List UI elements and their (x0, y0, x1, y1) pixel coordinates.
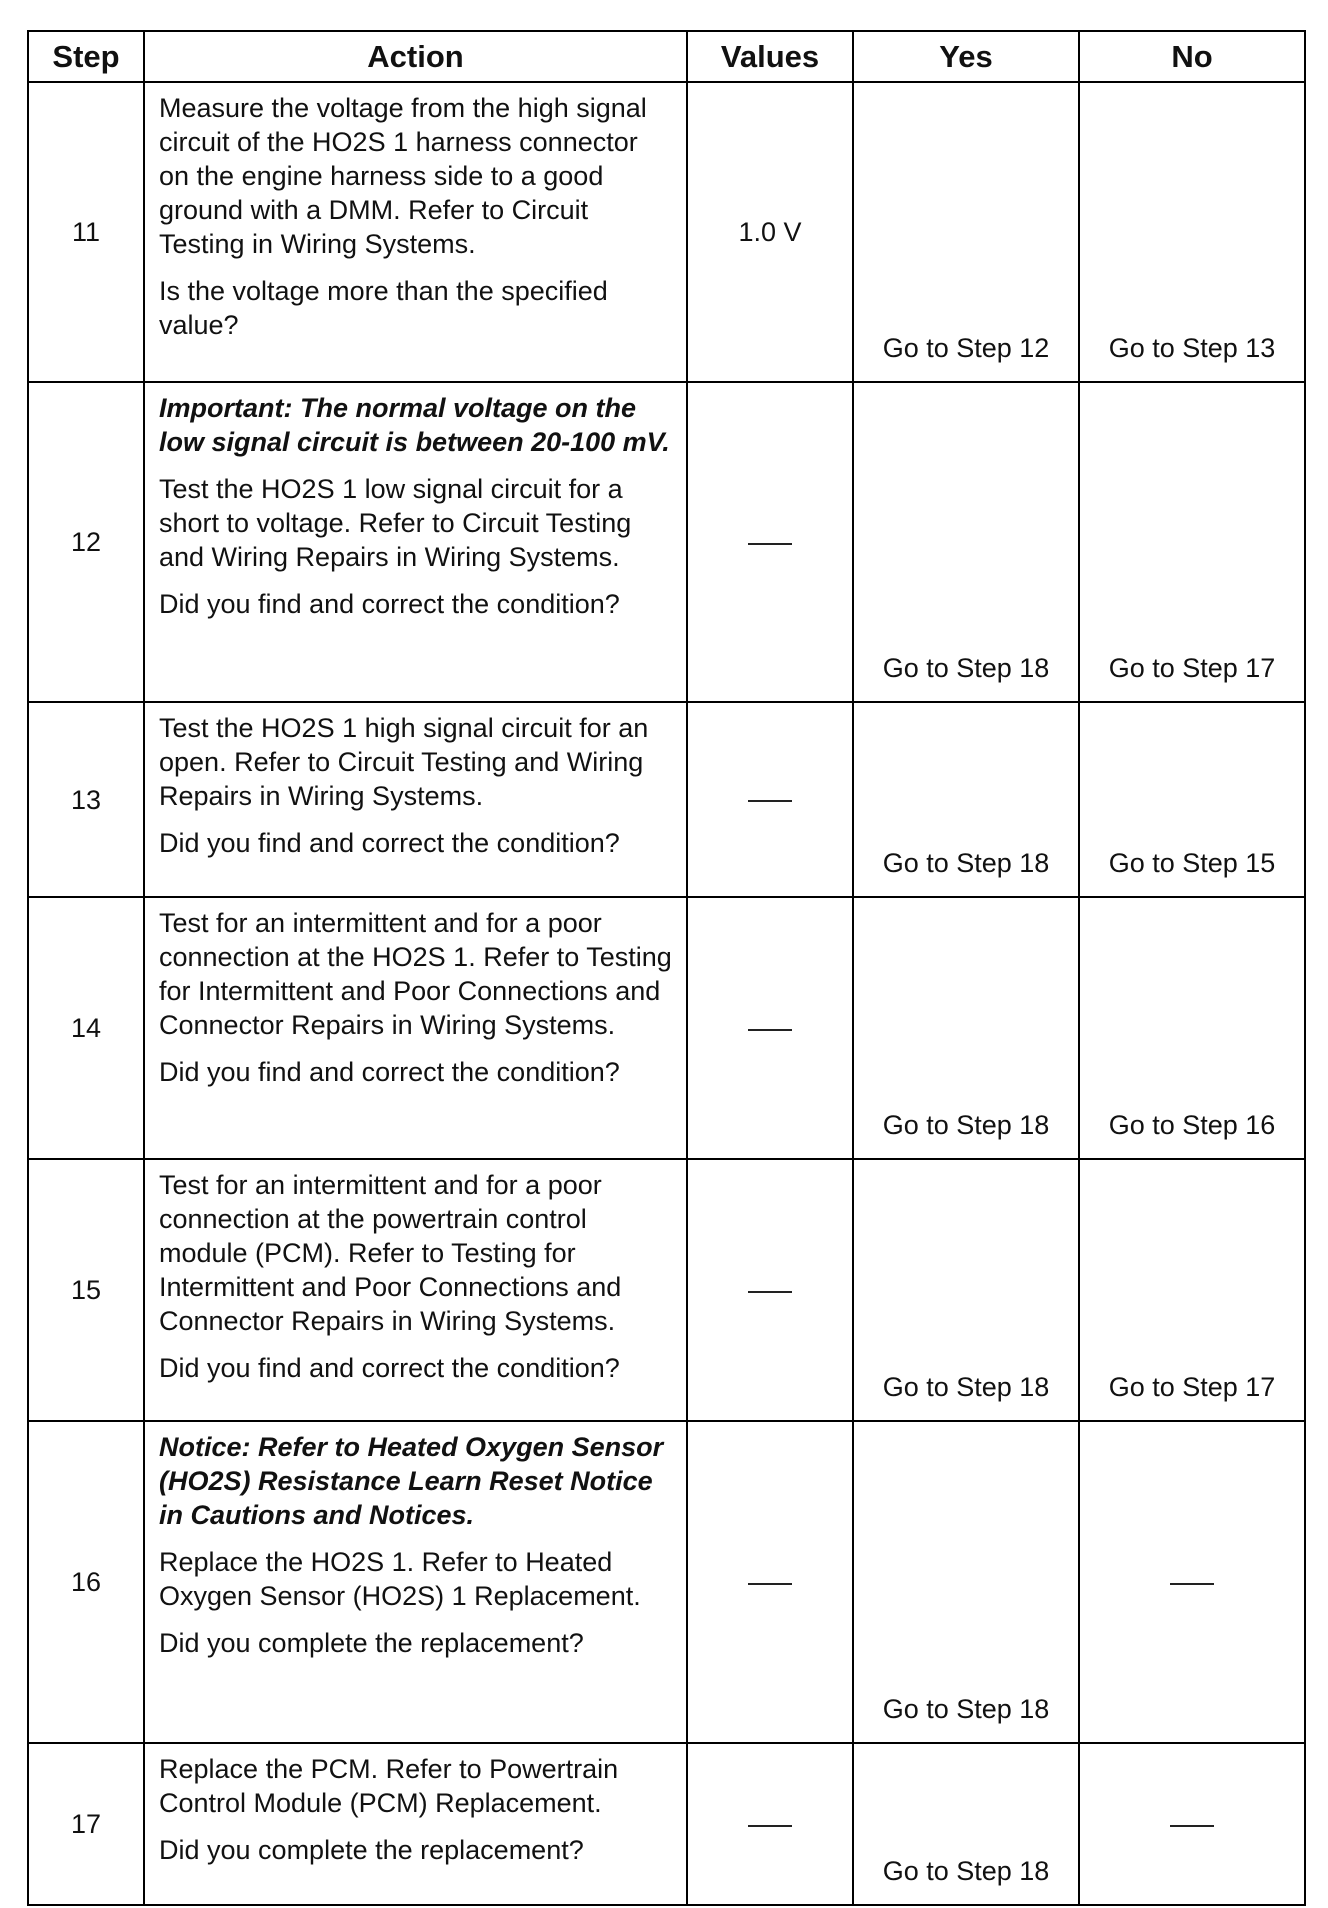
step-number: 17 (28, 1743, 144, 1905)
table-row (28, 1743, 1305, 1905)
action-question: Did you find and correct the condition? (159, 589, 620, 619)
action-text: Replace the HO2S 1. Refer to Heated Oxygen Sensor (HO2S) 1 Replacement. (159, 1547, 641, 1611)
no-outcome (1079, 1421, 1305, 1743)
no-outcome: Go to Step 16 (1079, 897, 1305, 1159)
step-number: 14 (28, 897, 144, 1159)
step-number: 11 (28, 82, 144, 382)
header-no: No (1079, 31, 1305, 82)
important-note: Important: The normal voltage on the low signal circuit is between 20-100 mV. (159, 393, 670, 457)
yes-outcome: Go to Step 18 (853, 1743, 1079, 1905)
no-outcome: Go to Step 15 (1079, 702, 1305, 897)
header-values: Values (687, 31, 853, 82)
action-cell (144, 1421, 687, 1743)
yes-outcome: Go to Step 18 (853, 702, 1079, 897)
table-row (28, 382, 1305, 702)
no-outcome: Go to Step 13 (1079, 82, 1305, 382)
action-cell (144, 82, 687, 382)
header-row (28, 31, 1305, 82)
value-cell (687, 702, 853, 897)
header-step: Step (28, 31, 144, 82)
yes-outcome: Go to Step 18 (853, 897, 1079, 1159)
no-outcome: Go to Step 17 (1079, 1159, 1305, 1421)
empty-value-dash (748, 1291, 792, 1293)
step-number: 13 (28, 702, 144, 897)
table-row (28, 897, 1305, 1159)
table-row (28, 702, 1305, 897)
action-cell (144, 382, 687, 702)
step-number: 16 (28, 1421, 144, 1743)
value-cell: 1.0 V (687, 82, 853, 382)
empty-value-dash (748, 1583, 792, 1585)
no-outcome: Go to Step 17 (1079, 382, 1305, 702)
header-yes: Yes (853, 31, 1079, 82)
notice-note: Notice: Refer to Heated Oxygen Sensor (HO2S) Resistance Learn Reset Notice in Cautions and Notices. (159, 1432, 664, 1530)
empty-value-dash (748, 800, 792, 802)
empty-value-dash (748, 1029, 792, 1031)
yes-outcome: Go to Step 18 (853, 1421, 1079, 1743)
action-question: Did you find and correct the condition? (159, 1057, 620, 1087)
action-text: Test the HO2S 1 high signal circuit for an open. Refer to Circuit Testing and Wiring Repairs in Wiring Systems. (159, 713, 649, 811)
table-row (28, 1421, 1305, 1743)
table-row (28, 1159, 1305, 1421)
yes-outcome: Go to Step 18 (853, 382, 1079, 702)
action-text: Replace the PCM. Refer to Powertrain Control Module (PCM) Replacement. (159, 1754, 619, 1818)
action-cell (144, 897, 687, 1159)
action-question: Did you find and correct the condition? (159, 828, 620, 858)
table-row (28, 82, 1305, 382)
action-cell (144, 1743, 687, 1905)
empty-value-dash (748, 1825, 792, 1827)
action-question: Did you complete the replacement? (159, 1628, 584, 1658)
empty-outcome-dash (1170, 1825, 1214, 1827)
value-cell (687, 1421, 853, 1743)
action-question: Did you complete the replacement? (159, 1835, 584, 1865)
value-cell (687, 382, 853, 702)
action-cell (144, 1159, 687, 1421)
action-text: Test for an intermittent and for a poor connection at the HO2S 1. Refer to Testing for Intermittent and Poor Connections and Connector Repairs in Wiring Systems. (159, 908, 672, 1040)
action-text: Test for an intermittent and for a poor connection at the powertrain control module (PCM). Refer to Testing for Intermittent and Poor Connections and Connector Repairs in Wiring Systems. (159, 1170, 622, 1336)
action-text: Measure the voltage from the high signal circuit of the HO2S 1 harness connector on the engine harness side to a good ground with a DMM. Refer to Circuit Testing in Wiring Systems. (159, 93, 647, 259)
action-cell (144, 702, 687, 897)
empty-outcome-dash (1170, 1583, 1214, 1585)
diagnostic-table (27, 30, 1306, 1906)
no-outcome (1079, 1743, 1305, 1905)
value-cell (687, 1159, 853, 1421)
action-text: Test the HO2S 1 low signal circuit for a short to voltage. Refer to Circuit Testing and Wiring Repairs in Wiring Systems. (159, 474, 632, 572)
header-action: Action (144, 31, 687, 82)
action-question: Did you find and correct the condition? (159, 1353, 620, 1383)
value-cell (687, 1743, 853, 1905)
step-number: 12 (28, 382, 144, 702)
step-number: 15 (28, 1159, 144, 1421)
yes-outcome: Go to Step 18 (853, 1159, 1079, 1421)
value-cell (687, 897, 853, 1159)
empty-value-dash (748, 543, 792, 545)
yes-outcome: Go to Step 12 (853, 82, 1079, 382)
action-question: Is the voltage more than the specified value? (159, 276, 608, 340)
